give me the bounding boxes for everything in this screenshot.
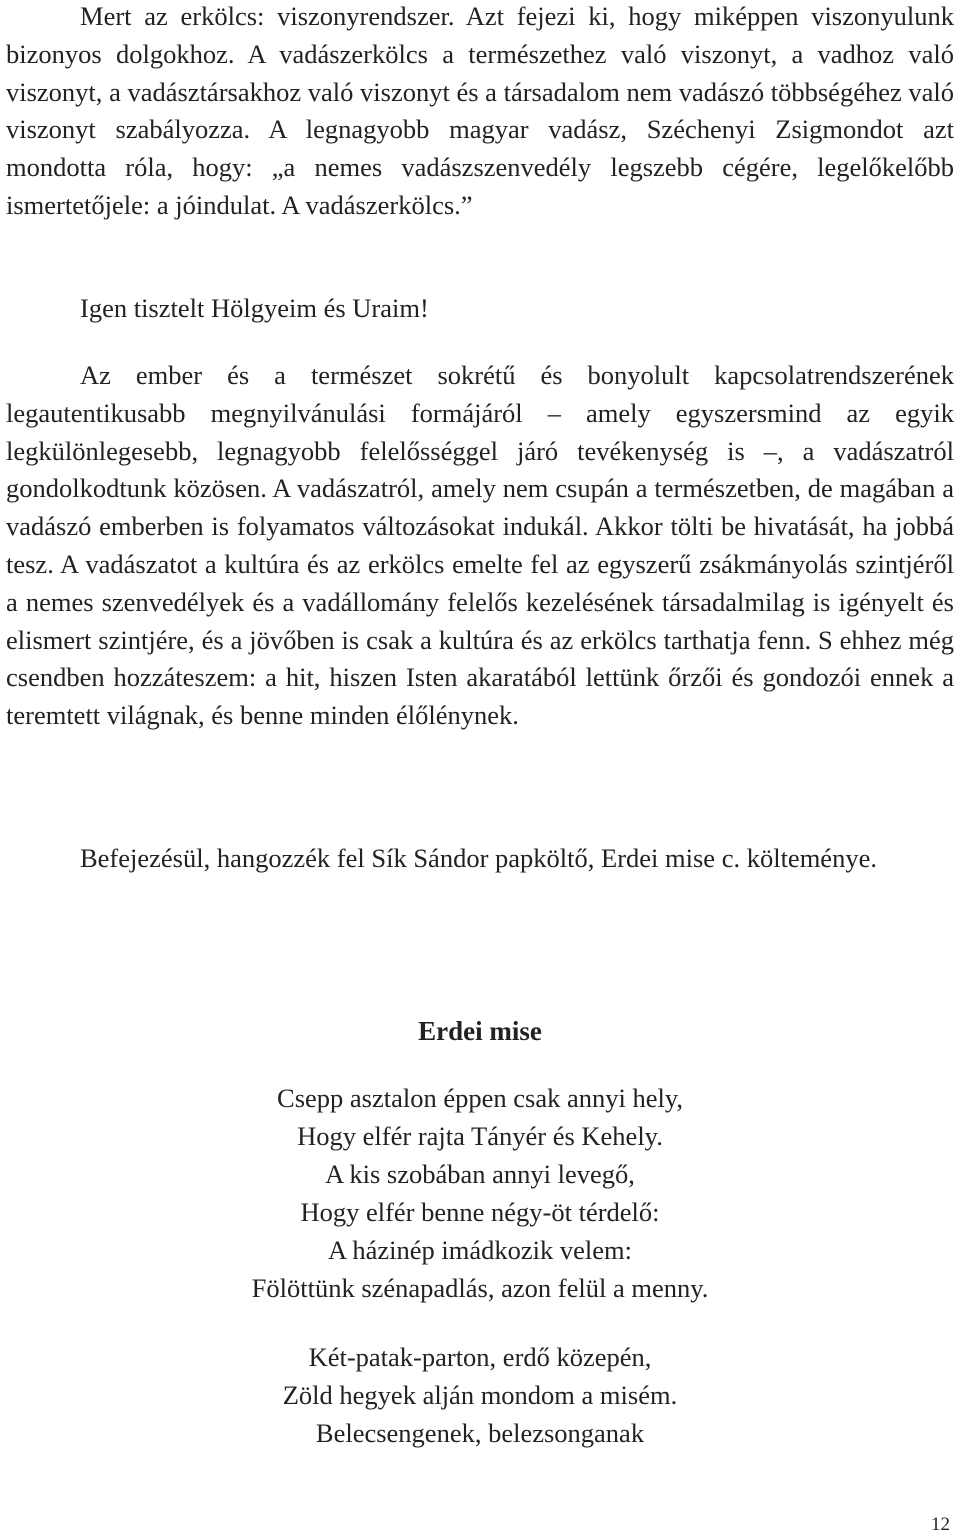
poem-title: Erdei mise — [418, 1016, 542, 1046]
paragraph-hunting: Az ember és a természet sokrétű és bonyolult kapcsolatrendszerének legautentikusabb megnyilvánulási formájáról – amely egyszersmind az egyik legkülönlegesebb, legnagyobb felelősséggel járó tevékenység is –, a vadászatról gondolkodtunk közösen. A vadászatról, amely nem csupán a természetben, de magában a vadászó emberben is folyamatos változásokat indukál. Akkor tölti be hivatását, ha jobbá tesz. A vadászatot a kultúra és az erkölcs emelte fel az egyszerű zsákmányolás szintjéről a nemes szenvedélyek és a vadállomány felelős kezelésének társadalmilag is igényelt és elismert szintjére, és a jövőben is csak a kultúra és az erkölcs tarthatja fenn. S ehhez még csendben hozzáteszem: a hit, hiszen Isten akaratából lettünk őrzői és gondozói ennek a teremtett világnak, és benne minden élőlénynek. — [6, 360, 954, 731]
poem-line: A házinép imádkozik velem: — [328, 1235, 632, 1265]
poem-line: Fölöttünk szénapadlás, azon felül a menny. — [251, 1273, 709, 1303]
paragraph-closing: Befejezésül, hangozzék fel Sík Sándor papköltő, Erdei mise c. költeménye. — [80, 843, 877, 873]
poem-line: Csepp asztalon éppen csak annyi hely, — [277, 1083, 683, 1113]
poem-line: Két-patak-parton, erdő közepén, — [308, 1342, 652, 1372]
poem-line: Hogy elfér rajta Tányér és Kehely. — [297, 1121, 663, 1151]
paragraph-greeting: Igen tisztelt Hölgyeim és Uraim! — [80, 293, 429, 323]
poem-line: Zöld hegyek alján mondom a misém. — [282, 1380, 678, 1410]
paragraph-ethics: Mert az erkölcs: viszonyrendszer. Azt fejezi ki, hogy miképpen viszonyulunk bizonyos dolgokhoz. A vadászerkölcs a természethez való viszonyt, a vadhoz való viszonyt, a vadásztársakhoz való viszonyt és a társadalom nem vadászó többségéhez való viszonyt szabályozza. A legnagyobb magyar vadász, Széchenyi Zsigmondot azt mondotta róla, hogy: „a nemes vadászszenvedély legszebb cégére, legelőkelőbb ismertetőjele: a jóindulat. A vadászerkölcs.” — [6, 1, 954, 220]
poem-stanza-2 — [0, 1338, 960, 1452]
poem-line: Belecsengenek, belezsonganak — [315, 1418, 645, 1448]
poem-line: A kis szobában annyi levegő, — [325, 1159, 635, 1189]
poem-stanza-1 — [0, 1079, 960, 1307]
page-number: 12 — [931, 1514, 950, 1535]
poem-line: Hogy elfér benne négy-öt térdelő: — [300, 1197, 660, 1227]
